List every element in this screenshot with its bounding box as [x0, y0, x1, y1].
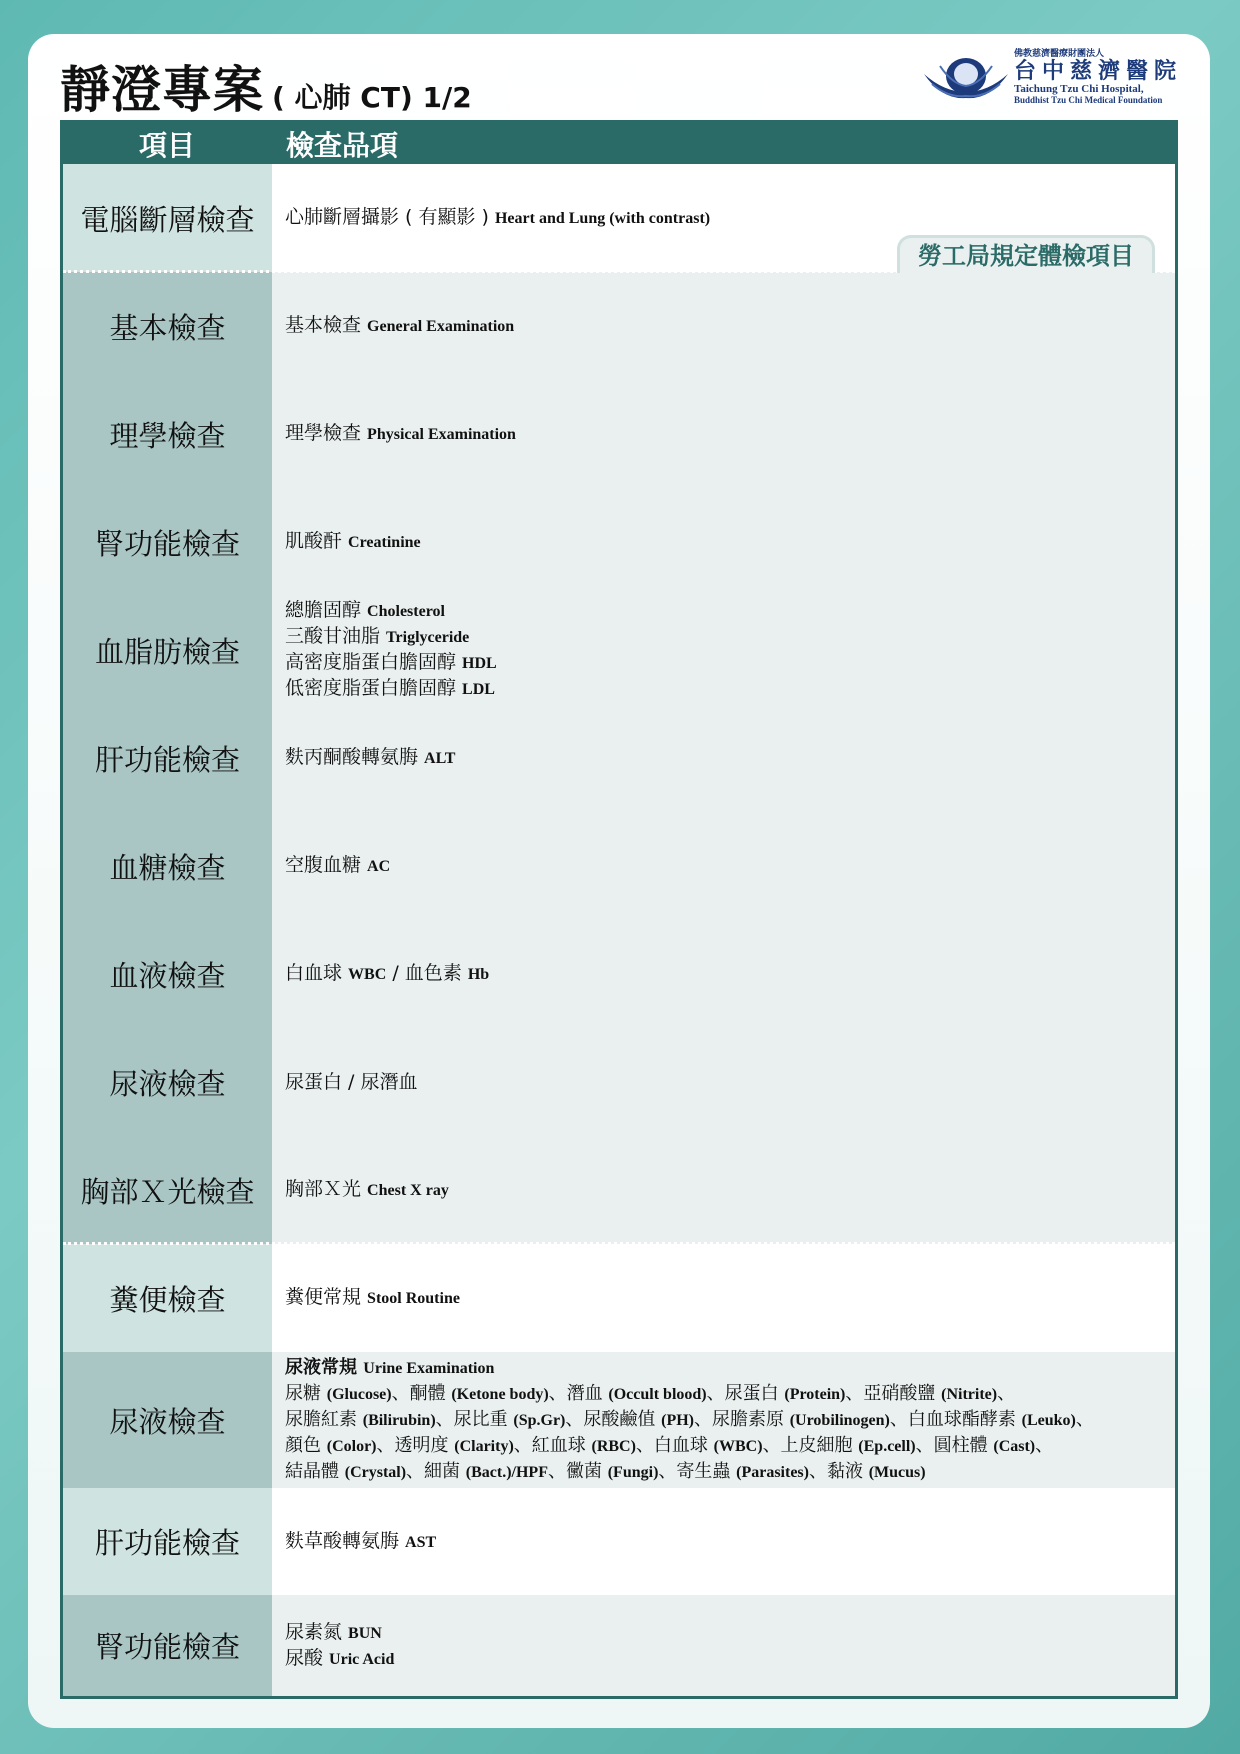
urine-term-en: (Bact.)/HPF: [465, 1464, 548, 1481]
urine-term-zh: 、黴菌: [547, 1461, 608, 1482]
urine-term-zh: 、: [1035, 1435, 1054, 1456]
row-content: [272, 1352, 1175, 1488]
logo-name-cn: 台中慈濟醫院: [1014, 58, 1183, 84]
item-zh: 尿蛋白 / 尿潛血: [285, 1070, 418, 1093]
table-row: [63, 272, 1175, 380]
header-exam-items: 檢查品項: [286, 129, 399, 162]
urine-term-zh: 、寄生蟲: [658, 1461, 737, 1482]
row-content: [272, 1595, 1175, 1696]
row-content: [272, 488, 1175, 596]
urine-term-en: (Clarity): [454, 1438, 514, 1455]
row-category: 血液檢查: [63, 920, 272, 1028]
urine-term-zh: 、酮體: [391, 1383, 452, 1404]
urine-term-en: (PH): [661, 1412, 694, 1429]
row-category: 血糖檢查: [63, 812, 272, 920]
logo-name-en2: Buddhist Tzu Chi Medical Foundation: [1014, 95, 1163, 105]
item-zh: 心肺斷層攝影 ( 有顯影 ): [285, 206, 495, 228]
row-content: [272, 812, 1175, 920]
exam-table: [60, 120, 1178, 1699]
urine-term-zh: 結晶體: [285, 1461, 345, 1482]
item-zh: 糞便常規: [285, 1286, 368, 1308]
item-zh: 麩草酸轉氨脢: [285, 1529, 406, 1552]
urine-term-en: (Crystal): [344, 1464, 407, 1481]
row-content: [272, 1488, 1175, 1595]
urine-term-zh: 、: [997, 1383, 1016, 1404]
labor-bureau-tab: 勞工局規定體檢項目: [897, 235, 1155, 273]
urine-term-zh: 、圓柱體: [915, 1435, 994, 1456]
item-en: Uric Acid: [329, 1650, 395, 1668]
header-item: 項目: [138, 129, 195, 162]
row-category: 電腦斷層檢查: [63, 164, 272, 272]
row-category: 糞便檢查: [63, 1244, 272, 1352]
item-en: ALT: [424, 750, 456, 767]
item-en: Hb: [467, 966, 490, 983]
urine-term-zh: 、白血球: [635, 1435, 714, 1456]
urine-term-zh: 、黏液: [808, 1461, 869, 1482]
item-en: AST: [405, 1533, 437, 1551]
item-en: Cholesterol: [367, 603, 445, 620]
urine-term-zh: 、: [1075, 1409, 1094, 1430]
row-category: 尿液檢查: [63, 1028, 272, 1136]
row-category: 腎功能檢查: [63, 488, 272, 596]
item-en: HDL: [462, 655, 497, 672]
table-row: [63, 1595, 1175, 1696]
item-zh: 空腹血糖: [285, 854, 368, 876]
item-zh: 總膽固醇: [285, 599, 368, 621]
item-zh: 三酸甘油脂: [285, 625, 387, 647]
table-row: [63, 596, 1175, 704]
urine-term-en: (Ketone body): [451, 1386, 549, 1403]
item-en: Physical Examination: [367, 426, 516, 443]
urine-term-en: (Bilirubin): [362, 1412, 436, 1429]
urine-term-zh: 尿膽紅素: [285, 1409, 363, 1430]
urine-line: [285, 1407, 1175, 1433]
logo-name-en: Taichung Tzu Chi Hospital,: [1014, 83, 1144, 95]
item-zh: 低密度脂蛋白膽固醇: [285, 677, 463, 699]
item-zh: 基本檢查: [285, 314, 368, 336]
item-zh: 尿液常規: [285, 1357, 364, 1378]
row-content: [272, 704, 1175, 812]
title-sub: ( 心肺 CT) 1/2: [272, 81, 472, 114]
urine-line: [285, 1459, 1175, 1485]
urine-term-en: (Color): [326, 1438, 377, 1455]
item-en: General Examination: [367, 318, 515, 335]
urine-term-zh: 、白血球酯酵素: [889, 1409, 1022, 1430]
item-zh: 胸部Ｘ光: [285, 1178, 368, 1200]
row-category: 基本檢查: [63, 272, 272, 380]
row-category: 肝功能檢查: [63, 1488, 272, 1595]
table-row: [63, 1488, 1175, 1595]
table-row: [63, 380, 1175, 488]
hospital-logo: [922, 46, 1182, 114]
row-category: 血脂肪檢查: [63, 596, 272, 704]
page-title: [60, 50, 472, 122]
urine-term-en: (Leuko): [1021, 1412, 1076, 1429]
urine-term-zh: 、尿比重: [435, 1409, 514, 1430]
table-row: [63, 704, 1175, 812]
item-zh: 尿素氮: [285, 1620, 349, 1643]
urine-term-zh: 、透明度: [376, 1435, 455, 1456]
urine-term-zh: 顏色: [285, 1435, 327, 1456]
urine-line: [285, 1433, 1175, 1459]
section-divider: [63, 1242, 1175, 1245]
lotus-logo-icon: [922, 54, 1010, 102]
item-en: Heart and Lung (with contrast): [494, 210, 711, 227]
item-en: Stool Routine: [367, 1290, 460, 1307]
urine-term-en: (Urobilinogen): [789, 1412, 890, 1429]
row-content: [272, 1244, 1175, 1352]
urine-term-zh: 、紅血球: [513, 1435, 592, 1456]
urine-term-zh: 、上皮細胞: [762, 1435, 859, 1456]
urine-term-zh: 尿糖: [285, 1383, 327, 1404]
row-content: [272, 596, 1175, 704]
row-category: 胸部Ｘ光檢查: [63, 1136, 272, 1244]
urine-term-en: (Glucose): [326, 1386, 392, 1403]
table-row: [63, 1244, 1175, 1352]
urine-term-zh: 、細菌: [406, 1461, 466, 1482]
item-zh: 白血球: [285, 962, 349, 984]
item-zh: 尿酸: [285, 1646, 330, 1669]
item-en: LDL: [462, 681, 495, 698]
item-zh: / 血色素: [386, 962, 468, 984]
table-row: [63, 1352, 1175, 1488]
row-category: 腎功能檢查: [63, 1595, 272, 1696]
row-content: [272, 1028, 1175, 1136]
table-header: [60, 120, 1178, 164]
item-en: Chest X ray: [367, 1182, 449, 1199]
row-content: [272, 1136, 1175, 1244]
urine-term-en: (Sp.Gr): [513, 1412, 566, 1429]
item-en: Triglyceride: [386, 629, 470, 646]
item-en: Creatinine: [348, 534, 421, 551]
title-main: 靜澄專案: [60, 61, 264, 119]
urine-term-zh: 、尿酸鹼值: [565, 1409, 662, 1430]
urine-term-en: (WBC): [713, 1438, 763, 1455]
urine-term-en: (Parasites): [736, 1464, 809, 1481]
urine-term-en: (RBC): [591, 1438, 636, 1455]
item-zh: 高密度脂蛋白膽固醇: [285, 651, 463, 673]
table-row: [63, 812, 1175, 920]
item-zh: 麩丙酮酸轉氨脢: [285, 746, 425, 768]
urine-term-en: (Cast): [993, 1438, 1036, 1455]
row-category: 理學檢查: [63, 380, 272, 488]
table-row: [63, 1136, 1175, 1244]
urine-term-zh: 、潛血: [548, 1383, 609, 1404]
urine-term-en: (Mucus): [868, 1464, 926, 1481]
item-zh: 理學檢查: [285, 422, 368, 444]
item-en: BUN: [348, 1624, 382, 1642]
urine-term-zh: 、尿膽素原: [693, 1409, 790, 1430]
row-content: [272, 920, 1175, 1028]
item-en: AC: [367, 858, 391, 875]
item-en: Urine Examination: [363, 1360, 495, 1377]
table-row: [63, 1028, 1175, 1136]
logo-foundation: 佛教慈濟醫療財團法人: [1014, 49, 1105, 59]
urine-term-en: (Occult blood): [608, 1386, 707, 1403]
urine-term-en: (Nitrite): [941, 1386, 998, 1403]
row-content: [272, 272, 1175, 380]
urine-term-zh: 、尿蛋白: [706, 1383, 785, 1404]
item-zh: 肌酸酐: [285, 530, 349, 552]
urine-term-en: (Ep.cell): [858, 1438, 916, 1455]
urine-term-zh: 、亞硝酸鹽: [845, 1383, 942, 1404]
row-content: [272, 380, 1175, 488]
urine-line: [285, 1381, 1175, 1407]
row-category: 尿液檢查: [63, 1352, 272, 1488]
urine-term-en: (Fungi): [607, 1464, 659, 1481]
item-en: WBC: [348, 966, 387, 983]
row-category: 肝功能檢查: [63, 704, 272, 812]
urine-term-en: (Protein): [784, 1386, 846, 1403]
table-row: [63, 488, 1175, 596]
table-row: [63, 920, 1175, 1028]
